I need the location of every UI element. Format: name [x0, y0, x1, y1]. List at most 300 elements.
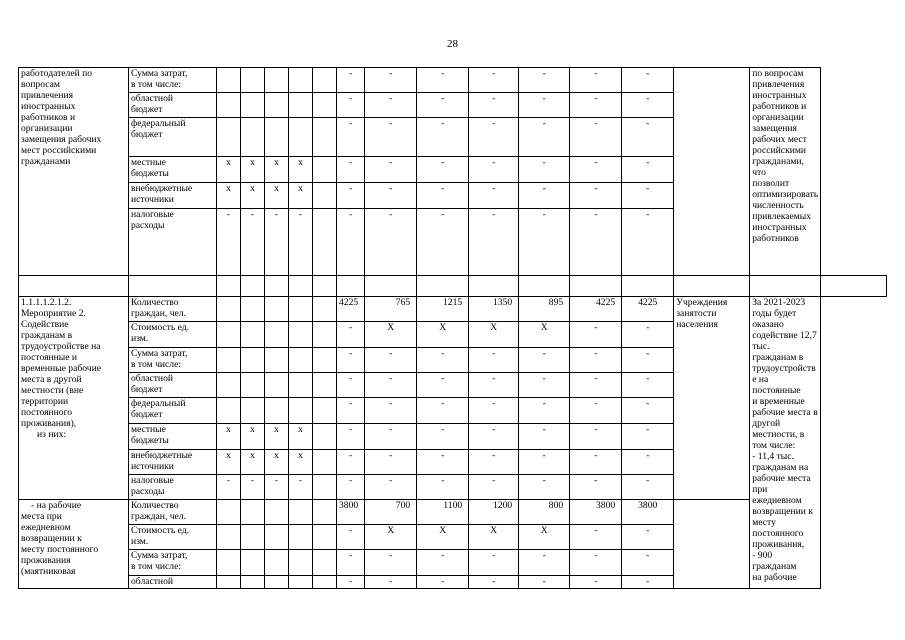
empty-cell	[313, 550, 337, 576]
spacer-cell	[821, 276, 887, 297]
left-text-line: места при	[21, 511, 62, 522]
mark-cell: x	[289, 183, 313, 209]
left-text-line: территории	[21, 396, 69, 407]
mark-cell	[217, 550, 241, 576]
value-cell: 4225	[337, 297, 365, 322]
mark-cell	[289, 500, 313, 525]
mark-cell	[289, 373, 313, 398]
value-cell: -	[570, 450, 622, 475]
value-cell: -	[417, 183, 469, 209]
result-text-line: иностранных	[752, 90, 807, 101]
result-text-line: при ежедневном	[752, 484, 802, 506]
value-cell: 3800	[570, 500, 622, 525]
value-cell: -	[365, 118, 417, 157]
measure-name-cell	[19, 500, 129, 589]
mark-cell	[265, 500, 289, 525]
left-text-line: месту постоянного	[21, 544, 99, 555]
indicator-label-cell	[129, 93, 217, 118]
left-text-line: работодателей по	[21, 68, 93, 79]
value-cell: -	[417, 93, 469, 118]
value-cell: 800	[519, 500, 570, 525]
value-cell: -	[570, 157, 622, 183]
value-cell: -	[337, 398, 365, 424]
mark-cell	[241, 322, 265, 348]
value-cell: -	[622, 157, 674, 183]
value-cell: -	[337, 525, 365, 550]
value-cell: -	[365, 157, 417, 183]
value-cell: -	[337, 209, 365, 276]
indicator-label-line: в том числе:	[131, 79, 182, 90]
left-text-line: привлечения	[21, 90, 74, 101]
value-cell: -	[519, 373, 570, 398]
value-cell: -	[417, 550, 469, 576]
spacer-cell	[674, 276, 750, 297]
mark-cell	[217, 118, 241, 157]
value-cell: -	[469, 475, 519, 500]
indicator-label-line: внебюджетные	[131, 183, 193, 194]
empty-cell	[313, 297, 337, 322]
value-cell: -	[337, 348, 365, 373]
value-cell: -	[417, 157, 469, 183]
mark-cell	[217, 525, 241, 550]
value-cell: -	[469, 209, 519, 276]
value-cell: X	[519, 525, 570, 550]
indicator-label-line: бюджет	[131, 384, 163, 395]
left-text-line: ежедневном	[21, 522, 71, 533]
page-number: 28	[447, 38, 458, 50]
executor-cell	[674, 297, 750, 500]
indicator-label-line: в том числе:	[131, 359, 182, 370]
value-cell: -	[469, 183, 519, 209]
left-text-line: гражданам в	[21, 330, 73, 341]
indicator-label-line: бюджеты	[131, 168, 169, 179]
indicator-label-line: Количество	[131, 297, 179, 308]
indicator-label-cell	[129, 424, 217, 450]
left-text-line: работников и	[21, 112, 76, 123]
indicator-label-line: внебюджетные	[131, 450, 193, 461]
left-text-line: постоянного	[21, 407, 73, 418]
result-text-line: привлекаемых	[752, 211, 812, 222]
indicator-label-cell	[129, 322, 217, 348]
value-cell: -	[365, 475, 417, 500]
spacer-cell	[365, 276, 417, 297]
indicator-label-line: Стоимость ед.	[131, 322, 190, 333]
indicator-label-cell	[129, 550, 217, 576]
result-text-line: на рабочие	[752, 572, 797, 583]
mark-cell: -	[289, 209, 313, 276]
mark-cell	[265, 118, 289, 157]
value-cell: 1100	[417, 500, 469, 525]
indicator-label-line: федеральный	[131, 398, 186, 409]
mark-cell: x	[265, 157, 289, 183]
mark-cell	[289, 93, 313, 118]
value-cell: -	[622, 209, 674, 276]
spacer-cell	[217, 276, 241, 297]
indicator-label-line: местные	[131, 157, 166, 168]
mark-cell	[241, 576, 265, 589]
left-text-line: места в другой	[21, 374, 82, 385]
spacer-cell	[750, 276, 821, 297]
left-text-line: - на рабочие	[31, 500, 82, 511]
spacer-cell	[19, 276, 129, 297]
value-cell: -	[519, 576, 570, 589]
result-text-line: позволит	[752, 178, 790, 189]
mark-cell: x	[289, 157, 313, 183]
value-cell: -	[417, 209, 469, 276]
mark-cell	[241, 525, 265, 550]
spacer-cell	[265, 276, 289, 297]
mark-cell	[289, 118, 313, 157]
result-text-line: работников и	[752, 101, 807, 112]
empty-cell	[313, 322, 337, 348]
mark-cell: -	[289, 475, 313, 500]
indicator-label-line: изм.	[131, 536, 149, 547]
value-cell: -	[337, 450, 365, 475]
value-cell: -	[519, 424, 570, 450]
value-cell: -	[519, 209, 570, 276]
value-cell: -	[365, 576, 417, 589]
value-cell: 3800	[337, 500, 365, 525]
result-text-line: оптимизировать	[752, 189, 819, 200]
result-text-line: - 11,4 тыс.	[752, 451, 794, 462]
left-text-line: вопросам	[21, 79, 60, 90]
value-cell: X	[469, 322, 519, 348]
result-text-line: рабочие места	[752, 473, 811, 484]
value-cell: -	[365, 68, 417, 93]
indicator-label-line: федеральный	[131, 118, 186, 129]
value-cell: -	[519, 183, 570, 209]
value-cell: -	[622, 475, 674, 500]
value-cell: -	[622, 93, 674, 118]
value-cell: -	[417, 398, 469, 424]
result-text-line: привлечения	[752, 79, 805, 90]
spacer-cell	[337, 276, 365, 297]
left-text-line: из них:	[37, 429, 67, 440]
indicator-label-cell	[129, 576, 217, 589]
mark-cell	[241, 500, 265, 525]
result-text-line: годы будет	[752, 308, 797, 319]
left-text-line: организации	[21, 123, 73, 134]
value-cell: -	[519, 118, 570, 157]
indicator-label-line: Сумма затрат,	[131, 550, 188, 561]
mark-cell	[241, 68, 265, 93]
indicator-label-cell	[129, 157, 217, 183]
empty-cell	[313, 209, 337, 276]
value-cell: -	[570, 550, 622, 576]
result-text-line: За 2021-2023	[752, 297, 806, 308]
mark-cell	[241, 398, 265, 424]
mark-cell: x	[241, 157, 265, 183]
value-cell: 765	[365, 297, 417, 322]
result-text-line: замещения	[752, 123, 797, 134]
spacer-cell	[241, 276, 265, 297]
value-cell: -	[365, 550, 417, 576]
result-text-line: по вопросам	[752, 68, 804, 79]
indicator-label-line: в том числе:	[131, 561, 182, 572]
mark-cell	[289, 297, 313, 322]
mark-cell: x	[241, 424, 265, 450]
mark-cell: x	[265, 424, 289, 450]
empty-cell	[313, 348, 337, 373]
indicator-label-line: расходы	[131, 220, 165, 231]
value-cell: X	[519, 322, 570, 348]
value-cell: 4225	[622, 297, 674, 322]
value-cell: -	[469, 157, 519, 183]
indicator-label-cell	[129, 297, 217, 322]
value-cell: -	[519, 398, 570, 424]
value-cell: -	[570, 475, 622, 500]
value-cell: -	[519, 475, 570, 500]
result-cell	[750, 297, 821, 589]
mark-cell	[217, 500, 241, 525]
left-text-line: возвращении к	[21, 533, 82, 544]
empty-cell	[313, 576, 337, 589]
mark-cell: -	[217, 475, 241, 500]
mark-cell	[217, 576, 241, 589]
value-cell: -	[622, 550, 674, 576]
left-text-line: Мероприятие 2.	[21, 308, 86, 319]
result-text-line: трудоустройств	[752, 363, 816, 374]
mark-cell	[289, 550, 313, 576]
value-cell: X	[365, 525, 417, 550]
value-cell: -	[469, 576, 519, 589]
value-cell: 1200	[469, 500, 519, 525]
value-cell: X	[365, 322, 417, 348]
empty-cell	[313, 373, 337, 398]
value-cell: -	[622, 398, 674, 424]
value-cell: -	[417, 576, 469, 589]
value-cell: -	[519, 348, 570, 373]
indicator-label-line: бюджет	[131, 129, 163, 140]
value-cell: -	[417, 68, 469, 93]
spacer-cell	[570, 276, 622, 297]
left-text-line: временные рабочие	[21, 363, 101, 374]
indicator-label-line: граждан, чел.	[131, 511, 186, 522]
value-cell: X	[417, 322, 469, 348]
value-cell: -	[570, 118, 622, 157]
spacer-cell	[519, 276, 570, 297]
result-text-line: месту	[752, 517, 776, 528]
result-text-line: оказано	[752, 319, 784, 330]
value-cell: -	[365, 183, 417, 209]
result-text-line: иностранных	[752, 222, 807, 233]
value-cell: -	[469, 398, 519, 424]
value-cell: -	[337, 576, 365, 589]
mark-cell	[289, 525, 313, 550]
value-cell: X	[417, 525, 469, 550]
indicator-label-cell	[129, 525, 217, 550]
mark-cell: x	[217, 157, 241, 183]
mark-cell: x	[217, 183, 241, 209]
mark-cell	[289, 68, 313, 93]
result-text-line: местности, в	[752, 429, 805, 440]
indicator-label-line: бюджет	[131, 104, 163, 115]
indicator-label-line: налоговые	[131, 475, 174, 486]
left-text-line: иностранных	[21, 101, 76, 112]
mark-cell: -	[241, 475, 265, 500]
value-cell: -	[337, 118, 365, 157]
value-cell: -	[622, 525, 674, 550]
value-cell: -	[469, 118, 519, 157]
result-text-line: содействие 12,7	[752, 330, 817, 341]
mark-cell	[265, 297, 289, 322]
value-cell: 1350	[469, 297, 519, 322]
result-text-line: гражданам в	[752, 352, 804, 363]
mark-cell	[265, 322, 289, 348]
value-cell: -	[417, 450, 469, 475]
value-cell: -	[365, 209, 417, 276]
indicator-label-cell	[129, 118, 217, 157]
value-cell: -	[417, 424, 469, 450]
left-text-line: мест российскими	[21, 145, 97, 156]
left-text-line: проживания),	[21, 418, 77, 429]
value-cell: -	[469, 450, 519, 475]
mark-cell: x	[265, 183, 289, 209]
indicator-label-line: Сумма затрат,	[131, 68, 188, 79]
result-text-line: е на постоянные	[752, 374, 801, 396]
empty-cell	[313, 500, 337, 525]
indicator-label-line: областной	[131, 373, 174, 384]
left-text-line: трудоустройстве на	[21, 341, 101, 352]
value-cell: -	[519, 93, 570, 118]
indicator-label-cell	[129, 209, 217, 276]
value-cell: 4225	[570, 297, 622, 322]
value-cell: -	[622, 450, 674, 475]
value-cell: -	[337, 550, 365, 576]
mark-cell	[217, 348, 241, 373]
value-cell: -	[365, 398, 417, 424]
indicator-label-cell	[129, 398, 217, 424]
empty-cell	[313, 424, 337, 450]
result-text-line: рабочие места в	[752, 407, 818, 418]
value-cell: -	[417, 475, 469, 500]
value-cell: -	[365, 93, 417, 118]
mark-cell: x	[217, 450, 241, 475]
value-cell: -	[570, 322, 622, 348]
indicator-label-line: бюджеты	[131, 435, 169, 446]
mark-cell: -	[265, 475, 289, 500]
result-text-line: численность	[752, 200, 804, 211]
spacer-cell	[622, 276, 674, 297]
result-text-line: проживания,	[752, 539, 805, 550]
empty-cell	[313, 450, 337, 475]
value-cell: -	[570, 68, 622, 93]
table-row	[19, 68, 887, 93]
empty-cell	[313, 398, 337, 424]
result-text-line: тыс.	[752, 341, 770, 352]
indicator-label-line: изм.	[131, 333, 149, 344]
value-cell: -	[365, 450, 417, 475]
value-cell: -	[417, 373, 469, 398]
value-cell: -	[570, 93, 622, 118]
mark-cell	[265, 550, 289, 576]
left-text-line: 1.1.1.1.2.1.2.	[21, 297, 72, 308]
program-table	[18, 67, 887, 589]
result-cell	[750, 68, 821, 276]
value-cell: -	[519, 450, 570, 475]
value-cell: 1215	[417, 297, 469, 322]
result-text-line: гражданами, что	[752, 156, 804, 178]
mark-cell	[217, 93, 241, 118]
executor-text-line: Учреждения	[676, 297, 728, 308]
value-cell: -	[519, 68, 570, 93]
result-text-line: - 900 гражданам	[752, 550, 797, 572]
mark-cell	[265, 348, 289, 373]
result-text-line: работников	[752, 233, 799, 244]
result-text-line: постоянного	[752, 528, 804, 539]
value-cell: -	[365, 348, 417, 373]
value-cell: X	[469, 525, 519, 550]
value-cell: -	[622, 576, 674, 589]
table-row	[19, 297, 887, 322]
indicator-label-cell	[129, 68, 217, 93]
value-cell: -	[622, 183, 674, 209]
mark-cell	[217, 297, 241, 322]
mark-cell	[241, 373, 265, 398]
indicator-label-line: граждан, чел.	[131, 308, 186, 319]
mark-cell: x	[241, 183, 265, 209]
empty-cell	[313, 93, 337, 118]
result-text-line: другой	[752, 418, 781, 429]
mark-cell	[289, 576, 313, 589]
value-cell: -	[570, 576, 622, 589]
mark-cell	[289, 322, 313, 348]
mark-cell: -	[217, 209, 241, 276]
indicator-label-line: бюджет	[131, 409, 163, 420]
value-cell: -	[622, 373, 674, 398]
indicator-label-cell	[129, 475, 217, 500]
spacer-cell	[129, 276, 217, 297]
result-text-line: российскими	[752, 145, 807, 156]
value-cell: -	[337, 157, 365, 183]
result-text-line: и временные	[752, 396, 805, 407]
left-text-line: (маятниковая	[21, 566, 76, 577]
measure-name-cell	[19, 297, 129, 500]
indicator-label-line: налоговые	[131, 209, 174, 220]
left-text-line: местности (вне	[21, 385, 84, 396]
indicator-label-line: местные	[131, 424, 166, 435]
empty-cell	[313, 525, 337, 550]
value-cell: -	[622, 118, 674, 157]
mark-cell	[217, 322, 241, 348]
value-cell: -	[570, 373, 622, 398]
value-cell: -	[570, 183, 622, 209]
value-cell: -	[337, 424, 365, 450]
value-cell: -	[622, 68, 674, 93]
value-cell: -	[337, 93, 365, 118]
value-cell: -	[365, 424, 417, 450]
mark-cell	[217, 68, 241, 93]
left-text-line: постоянные и	[21, 352, 78, 363]
indicator-label-line: расходы	[131, 486, 165, 497]
value-cell: -	[337, 68, 365, 93]
mark-cell	[265, 68, 289, 93]
value-cell: -	[622, 348, 674, 373]
mark-cell: x	[289, 424, 313, 450]
mark-cell	[265, 398, 289, 424]
value-cell: 700	[365, 500, 417, 525]
value-cell: -	[469, 68, 519, 93]
value-cell: 895	[519, 297, 570, 322]
value-cell: -	[570, 209, 622, 276]
indicator-label-cell	[129, 450, 217, 475]
result-text-line: возвращении к	[752, 506, 813, 517]
empty-cell	[313, 475, 337, 500]
result-text-line: гражданам на	[752, 462, 809, 473]
left-text-line: гражданами	[21, 156, 71, 167]
mark-cell: x	[265, 450, 289, 475]
indicator-label-line: Сумма затрат,	[131, 348, 188, 359]
